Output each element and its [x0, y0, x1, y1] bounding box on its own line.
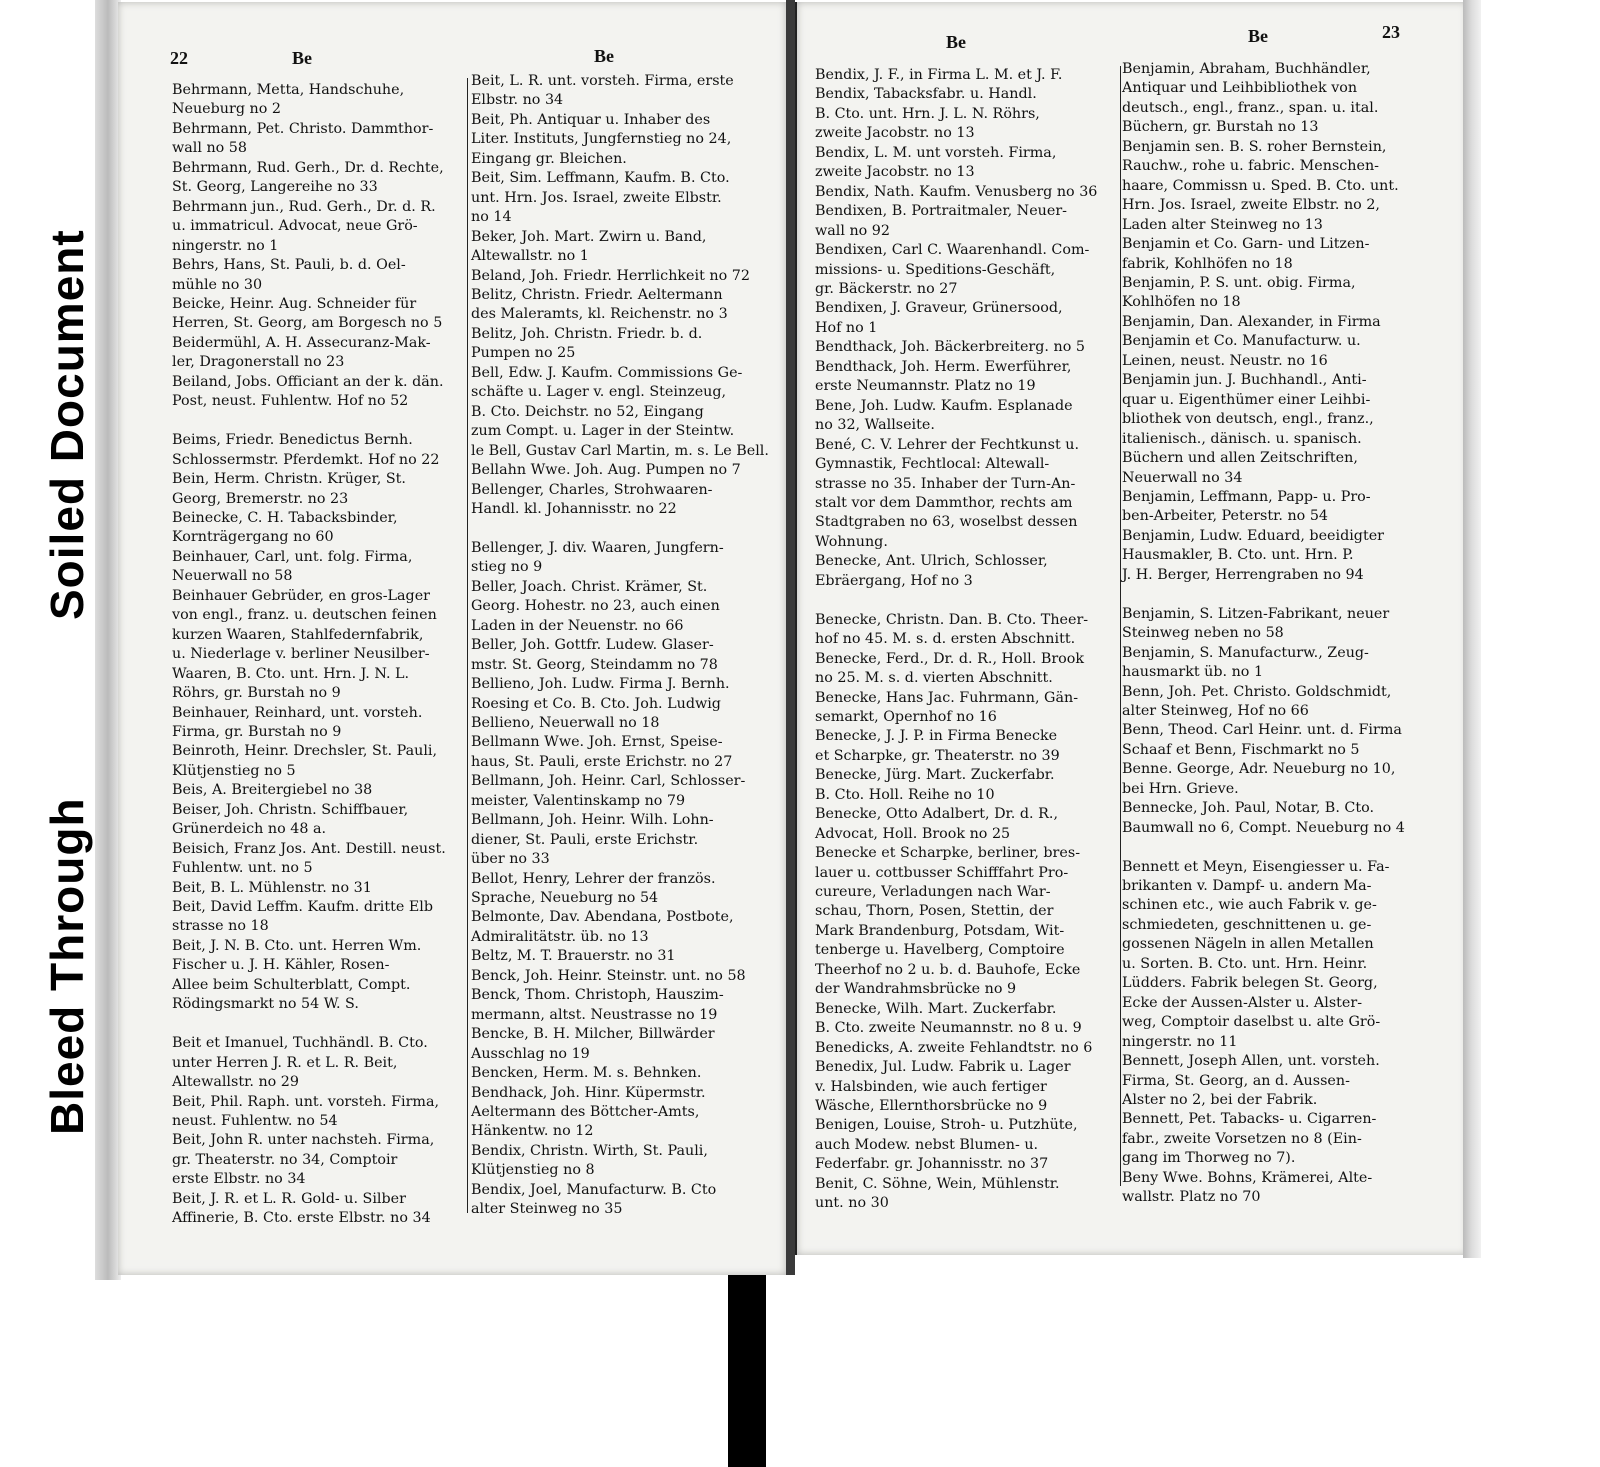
directory-line: alter Steinweg, Hof no 66 [1122, 702, 1309, 719]
directory-line: Bendixen, Carl C. Waarenhandl. Com- [815, 242, 1090, 259]
directory-line: Benjamin, Dan. Alexander, in Firma [1122, 313, 1381, 330]
directory-line: Benjamin et Co. Garn- und Litzen- [1122, 236, 1370, 253]
directory-line: Bendix, Joel, Manufacturw. B. Cto [471, 1181, 717, 1198]
directory-line: Benjamin, Ludw. Eduard, beeidigter [1122, 527, 1384, 544]
directory-line: Neuerwall no 34 [1122, 469, 1243, 486]
directory-line: Admiralitätstr. üb. no 13 [471, 928, 649, 945]
directory-line: Hof no 1 [815, 319, 878, 336]
directory-line: Behrmann jun., Rud. Gerh., Dr. d. R. [172, 198, 436, 215]
directory-line: Benjamin et Co. Manufacturw. u. [1122, 333, 1361, 350]
directory-line: Liter. Instituts, Jungfernstieg no 24, [471, 131, 732, 148]
directory-line: Bellmann, Joh. Heinr. Wilh. Lohn- [471, 812, 714, 829]
directory-line: v. Halsbinden, wie auch fertiger [815, 1078, 1047, 1095]
directory-line: Georg. Hohestr. no 23, auch einen [471, 598, 720, 615]
directory-line: italienisch., dänisch. u. spanisch. [1122, 430, 1362, 447]
directory-line: missions- u. Speditions-Geschäft, [815, 261, 1056, 278]
directory-line: Lüdders. Fabrik belegen St. Georg, [1122, 975, 1378, 992]
directory-line: no 14 [471, 209, 512, 226]
directory-line: über no 33 [471, 851, 550, 868]
directory-line: stalt vor dem Dammthor, rechts am [815, 494, 1073, 511]
directory-line: Hausmakler, B. Cto. unt. Hrn. P. [1122, 547, 1354, 564]
directory-line: Beit, J. R. et L. R. Gold- u. Silber [172, 1190, 406, 1207]
directory-line: Hänkentw. no 12 [471, 1123, 594, 1140]
directory-line: Steinweg neben no 58 [1122, 625, 1284, 642]
directory-line: strasse no 18 [172, 918, 269, 935]
directory-line: Benjamin, S. Manufacturw., Zeug- [1122, 644, 1369, 661]
directory-line: schäfte u. Lager v. engl. Steinzeug, [471, 384, 727, 401]
directory-line: Bendix, L. M. unt vorsteh. Firma, [815, 144, 1057, 161]
directory-line: Bell, Edw. J. Kaufm. Commissions Ge- [471, 364, 743, 381]
directory-line: Antiquar und Leihbibliothek von [1122, 80, 1358, 97]
directory-line: wall no 58 [172, 140, 248, 157]
directory-line: Benjamin jun. J. Buchhandl., Anti- [1122, 372, 1367, 389]
directory-line: Herren, St. Georg, am Borgesch no 5 [172, 315, 443, 332]
directory-line: Benecke, Wilh. Mart. Zuckerfabr. [815, 1000, 1057, 1017]
directory-line: Bendthack, Joh. Herm. Ewerführer, [815, 358, 1072, 375]
directory-line: meister, Valentinskamp no 79 [471, 792, 686, 809]
directory-line: cureure, Verladungen nach War- [815, 884, 1051, 901]
directory-line: Benjamin, Abraham, Buchhändler, [1122, 61, 1371, 77]
directory-line [471, 519, 776, 538]
directory-line: quar u. Eigenthümer einer Leihbi- [1122, 391, 1371, 408]
directory-line: Neueburg no 2 [172, 101, 281, 118]
directory-line: diener, St. Pauli, erste Erichstr. [471, 831, 699, 848]
directory-line: Wäsche, Ellernthorsbrücke no 9 [815, 1098, 1048, 1115]
directory-line: Beit, J. N. B. Cto. unt. Herren Wm. [172, 937, 422, 954]
directory-line: Bendthack, Joh. Bäckerbreiterg. no 5 [815, 339, 1085, 356]
directory-line: Bene, Joh. Ludw. Kaufm. Esplanade [815, 397, 1073, 414]
directory-line: Benecke, Ferd., Dr. d. R., Holl. Brook [815, 650, 1085, 667]
directory-line: Beit, Phil. Raph. unt. vorsteh. Firma, [172, 1093, 440, 1110]
right-page-header-col1: Be [946, 32, 966, 52]
directory-line: neust. Fuhlentw. no 54 [172, 1113, 338, 1130]
directory-line: auch Modew. nebst Blumen- u. [815, 1136, 1039, 1153]
directory-line: Bencke, B. H. Milcher, Billwärder [471, 1026, 715, 1043]
directory-line [172, 1015, 472, 1034]
directory-line: Bendix, J. F., in Firma L. M. et J. F. [815, 67, 1063, 83]
directory-line: zum Compt. u. Lager in der Steintw. [471, 423, 735, 440]
directory-line: Büchern und allen Zeitschriften, [1122, 450, 1358, 467]
directory-line: Benecke, Hans Jac. Fuhrmann, Gän- [815, 689, 1079, 706]
directory-line: Bellieno, Joh. Ludw. Firma J. Bernh. [471, 676, 730, 693]
directory-line: Bellmann, Joh. Heinr. Carl, Schlosser- [471, 773, 746, 790]
directory-line: B. Cto. unt. Hrn. J. L. N. Röhrs, [815, 105, 1040, 122]
left-page-column-1 [172, 81, 472, 1229]
directory-line: Pumpen no 25 [471, 345, 576, 362]
directory-line: Büchern, gr. Burstah no 13 [1122, 119, 1319, 136]
directory-line: bei Hrn. Grieve. [1122, 780, 1239, 797]
directory-line: Beit, David Leffm. Kaufm. dritte Elb [172, 899, 434, 916]
directory-line: Beinecke, C. H. Tabacksbinder, [172, 509, 398, 526]
directory-line: tenberge u. Havelberg, Comptoire [815, 942, 1065, 959]
directory-line: St. Georg, Langereihe no 33 [172, 179, 378, 196]
left-page-header-col2: Be [594, 46, 614, 66]
right-page-column-rule [1120, 66, 1121, 1186]
directory-line: weg, Comptoir daselbst u. alte Grö- [1122, 1014, 1381, 1031]
directory-line: Laden in der Neuenstr. no 66 [471, 617, 684, 634]
directory-line: Beis, A. Breitergiebel no 38 [172, 782, 373, 799]
directory-line: Gymnastik, Fechtlocal: Altewall- [815, 456, 1050, 473]
directory-line: Benck, Joh. Heinr. Steinstr. unt. no 58 [471, 967, 746, 984]
directory-line: Affinerie, B. Cto. erste Elbstr. no 34 [172, 1210, 431, 1227]
directory-line: Altewallstr. no 1 [471, 248, 589, 265]
directory-line: le Bell, Gustav Carl Martin, m. s. Le Bell. [471, 442, 769, 459]
directory-line: B. Cto. zweite Neumannstr. no 8 u. 9 [815, 1020, 1082, 1037]
directory-line: erste Elbstr. no 34 [172, 1171, 306, 1188]
directory-line: Theerhof no 2 u. b. d. Bauhofe, Ecke [815, 961, 1081, 978]
directory-line: mstr. St. Georg, Steindamm no 78 [471, 656, 718, 673]
directory-line: Bendixen, B. Portraitmaler, Neuer- [815, 203, 1067, 220]
directory-line: Beltz, M. T. Brauerstr. no 31 [471, 948, 676, 965]
directory-line: J. H. Berger, Herrengraben no 94 [1122, 566, 1364, 583]
directory-line: Beinhauer, Reinhard, unt. vorsteh. [172, 704, 423, 721]
directory-line: Firma, gr. Burstah no 9 [172, 723, 342, 740]
directory-line: ningerstr. no 1 [172, 237, 279, 254]
directory-line: haus, St. Pauli, erste Erichstr. no 27 [471, 753, 733, 770]
directory-line: schmiedeten, geschnittenen u. ge- [1122, 916, 1372, 933]
directory-line: alter Steinweg no 35 [471, 1201, 623, 1218]
directory-line: Beller, Joach. Christ. Krämer, St. [471, 578, 708, 595]
directory-line: bliothek von deutsch, engl., franz., [1122, 411, 1374, 428]
directory-line: Waaren, B. Cto. unt. Hrn. J. N. L. [172, 665, 410, 682]
directory-line: zweite Jacobstr. no 13 [815, 164, 975, 181]
left-page-number: 22 [170, 48, 188, 68]
directory-line: Bellot, Henry, Lehrer der französ. [471, 870, 716, 887]
directory-line: Beims, Friedr. Benedictus Bernh. [172, 432, 413, 449]
right-binding-edge [1463, 0, 1481, 1258]
directory-line: Fischer u. J. H. Kähler, Rosen- [172, 957, 390, 974]
directory-line: Bené, C. V. Lehrer der Fechtkunst u. [815, 436, 1080, 453]
right-page-column-2 [1122, 60, 1457, 1208]
directory-line: Bellenger, J. div. Waaren, Jungfern- [471, 539, 724, 556]
directory-line: Rauchw., rohe u. fabric. Menschen- [1122, 158, 1379, 175]
directory-line: Rödingsmarkt no 54 W. S. [172, 996, 359, 1013]
directory-line: strasse no 35. Inhaber der Turn-An- [815, 475, 1076, 492]
directory-line: Beland, Joh. Friedr. Herrlichkeit no 72 [471, 267, 750, 284]
directory-line: Ebräergang, Hof no 3 [815, 572, 973, 589]
directory-line: Bendix, Christn. Wirth, St. Pauli, [471, 1142, 708, 1159]
directory-line: Schaaf et Benn, Fischmarkt no 5 [1122, 741, 1360, 758]
directory-line: ningerstr. no 11 [1122, 1033, 1238, 1050]
directory-line: Röhrs, gr. Burstah no 9 [172, 685, 341, 702]
directory-line: Behrmann, Rud. Gerh., Dr. d. Rechte, [172, 159, 444, 176]
directory-line [172, 412, 472, 431]
directory-line: Bennecke, Joh. Paul, Notar, B. Cto. [1122, 800, 1374, 817]
directory-line: unter Herren J. R. et L. R. Beit, [172, 1054, 398, 1071]
directory-line: Bein, Herm. Christn. Krüger, St. [172, 471, 406, 488]
directory-line: Bennett, Pet. Tabacks- u. Cigarren- [1122, 1111, 1377, 1128]
directory-line: Benecke, Christn. Dan. B. Cto. Theer- [815, 611, 1089, 628]
directory-line: Bendhack, Joh. Hinr. Küpermstr. [471, 1084, 706, 1101]
directory-line [1122, 838, 1457, 857]
directory-line: Benedicks, A. zweite Fehlandtstr. no 6 [815, 1039, 1093, 1056]
directory-line: schau, Thorn, Posen, Stettin, der [815, 903, 1054, 920]
directory-line: mermann, altst. Neustrasse no 19 [471, 1006, 718, 1023]
soiled-document-stamp: Soiled Document [41, 229, 93, 620]
directory-line: Hrn. Jos. Israel, zweite Elbstr. no 2, [1122, 197, 1380, 214]
directory-line: der Wandrahmsbrücke no 9 [815, 981, 1017, 998]
directory-line: Bennett et Meyn, Eisengiesser u. Fa- [1122, 858, 1390, 875]
directory-line: Benecke, J. J. P. in Firma Benecke [815, 728, 1058, 745]
directory-line: Allee beim Schulterblatt, Compt. [172, 976, 411, 993]
directory-line: Benjamin, P. S. unt. obig. Firma, [1122, 274, 1356, 291]
directory-line: ben-Arbeiter, Peterstr. no 54 [1122, 508, 1329, 525]
right-page-number: 23 [1382, 22, 1400, 42]
directory-line: Roesing et Co. B. Cto. Joh. Ludwig [471, 695, 721, 712]
directory-line: Schlossermstr. Pferdemkt. Hof no 22 [172, 451, 440, 468]
directory-line: ler, Dragonerstall no 23 [172, 354, 345, 371]
directory-line: Beny Wwe. Bohns, Krämerei, Alte- [1122, 1169, 1373, 1186]
left-page-header-col1: Be [292, 48, 312, 68]
directory-line: Bennett, Joseph Allen, unt. vorsteh. [1122, 1053, 1380, 1070]
directory-line: Beller, Joh. Gottfr. Ludew. Glaser- [471, 637, 714, 654]
directory-line: B. Cto. Deichstr. no 52, Eingang [471, 403, 704, 420]
directory-line: Belitz, Joh. Christn. Friedr. b. d. [471, 325, 703, 342]
directory-line: gossenen Nägeln in allen Metallen [1122, 936, 1374, 953]
directory-line: hausmarkt üb. no 1 [1122, 664, 1264, 681]
directory-line: Benit, C. Söhne, Wein, Mühlenstr. [815, 1175, 1060, 1192]
directory-line: Benjamin, S. Litzen-Fabrikant, neuer [1122, 605, 1390, 622]
directory-line: Belmonte, Dav. Abendana, Postbote, [471, 909, 734, 926]
directory-line: Behrmann, Metta, Handschuhe, [172, 82, 405, 98]
directory-line: Behrmann, Pet. Christo. Dammthor- [172, 120, 434, 137]
black-scan-tab [728, 1275, 766, 1467]
directory-line: gr. Theaterstr. no 34, Comptoir [172, 1151, 398, 1168]
directory-line: Benedix, Jul. Ludw. Fabrik u. Lager [815, 1059, 1071, 1076]
directory-line: erste Neumannstr. Platz no 19 [815, 378, 1036, 395]
directory-line: Kornträgergang no 60 [172, 529, 334, 546]
directory-line: Baumwall no 6, Compt. Neueburg no 4 [1122, 819, 1405, 836]
directory-line: Beit, John R. unter nachsteh. Firma, [172, 1132, 435, 1149]
directory-line: Aeltermann des Böttcher-Amts, [471, 1104, 700, 1121]
directory-line: Beit, L. R. unt. vorsteh. Firma, erste [471, 73, 734, 89]
directory-line: u. Niederlage v. berliner Neusilber- [172, 646, 430, 663]
bleed-through-stamp: Bleed Through [41, 797, 93, 1135]
directory-line: semarkt, Opernhof no 16 [815, 708, 997, 725]
directory-line: Post, neust. Fuhlentw. Hof no 52 [172, 393, 409, 410]
directory-line: Bellenger, Charles, Strohwaaren- [471, 481, 713, 498]
directory-line: Advocat, Holl. Brook no 25 [815, 825, 1011, 842]
directory-line: Beit, Ph. Antiquar u. Inhaber des [471, 111, 711, 128]
directory-line: Beiser, Joh. Christn. Schiffbauer, [172, 801, 409, 818]
directory-line: Bellieno, Neuerwall no 18 [471, 714, 660, 731]
directory-line: zweite Jacobstr. no 13 [815, 125, 975, 142]
directory-line: Bendixen, J. Graveur, Grünersood, [815, 300, 1063, 317]
directory-line [815, 591, 1120, 610]
directory-line: Bendix, Nath. Kaufm. Venusberg no 36 [815, 183, 1098, 200]
directory-line: mühle no 30 [172, 276, 263, 293]
directory-line: Firma, St. Georg, an d. Aussen- [1122, 1072, 1350, 1089]
directory-line: Benne. George, Adr. Neueburg no 10, [1122, 761, 1396, 778]
directory-line: Beit et Imanuel, Tuchhändl. B. Cto. [172, 1035, 428, 1052]
directory-line: Alster no 2, bei der Fabrik. [1122, 1092, 1318, 1109]
directory-line: Neuerwall no 58 [172, 568, 293, 585]
directory-line: Beicke, Heinr. Aug. Schneider für [172, 295, 417, 312]
directory-line: Benecke et Scharpke, berliner, bres- [815, 845, 1081, 862]
directory-line: hof no 45. M. s. d. ersten Abschnitt. [815, 631, 1076, 648]
directory-line: Bencken, Herm. M. s. Behnken. [471, 1065, 702, 1082]
directory-line: unt. Hrn. Jos. Israel, zweite Elbstr. [471, 189, 722, 206]
directory-line: Beinhauer Gebrüder, en gros-Lager [172, 587, 431, 604]
directory-line: lauer u. cottbusser Schifffahrt Pro- [815, 864, 1069, 881]
directory-line: gang im Thorweg no 7). [1122, 1150, 1296, 1167]
directory-line: Elbstr. no 34 [471, 92, 564, 109]
directory-line: Kohlhöfen no 18 [1122, 294, 1241, 311]
directory-line: stieg no 9 [471, 559, 543, 576]
directory-line: Ausschlag no 19 [471, 1045, 590, 1062]
directory-line: Benjamin, Leffmann, Papp- u. Pro- [1122, 488, 1371, 505]
directory-line: B. Cto. Holl. Reihe no 10 [815, 786, 995, 803]
directory-line: fabrik, Kohlhöfen no 18 [1122, 255, 1293, 272]
directory-line: wall no 92 [815, 222, 891, 239]
directory-line: Stadtgraben no 63, woselbst dessen [815, 514, 1078, 531]
right-page-column-1 [815, 66, 1120, 1214]
directory-line: Beit, Sim. Leffmann, Kaufm. B. Cto. [471, 170, 730, 187]
directory-line: Klütjenstieg no 8 [471, 1162, 595, 1179]
directory-line: Beker, Joh. Mart. Zwirn u. Band, [471, 228, 707, 245]
directory-line: Beidermühl, A. H. Assecuranz-Mak- [172, 334, 431, 351]
directory-line: Ecke der Aussen-Alster u. Alster- [1122, 994, 1363, 1011]
directory-line: Eingang gr. Bleichen. [471, 150, 627, 167]
directory-line: von engl., franz. u. deutschen feinen [172, 607, 437, 624]
directory-line: fabr., zweite Vorsetzen no 8 (Ein- [1122, 1130, 1362, 1147]
directory-line: schinen etc., wie auch Fabrik v. ge- [1122, 897, 1377, 914]
directory-line: Beit, B. L. Mühlenstr. no 31 [172, 879, 372, 896]
directory-line: Beisich, Franz Jos. Ant. Destill. neust. [172, 840, 446, 857]
directory-line: Fuhlentw. unt. no 5 [172, 860, 313, 877]
directory-line: unt. no 30 [815, 1195, 889, 1212]
directory-line: Benn, Theod. Carl Heinr. unt. d. Firma [1122, 722, 1402, 739]
directory-line: Laden alter Steinweg no 13 [1122, 216, 1323, 233]
directory-line: Bellahn Wwe. Joh. Aug. Pumpen no 7 [471, 462, 741, 479]
directory-line: et Scharpke, gr. Theaterstr. no 39 [815, 747, 1060, 764]
directory-line: Altewallstr. no 29 [172, 1074, 299, 1091]
directory-line: Beinroth, Heinr. Drechsler, St. Pauli, [172, 743, 438, 760]
right-page-header-col2: Be [1248, 26, 1268, 46]
directory-line: kurzen Waaren, Stahlfedernfabrik, [172, 626, 424, 643]
directory-line [1122, 585, 1457, 604]
directory-line: Grünerdeich no 48 a. [172, 821, 327, 838]
directory-line: Benecke, Ant. Ulrich, Schlosser, [815, 553, 1048, 570]
directory-line: Mark Brandenburg, Potsdam, Wit- [815, 922, 1065, 939]
directory-line: no 25. M. s. d. vierten Abschnitt. [815, 670, 1053, 687]
directory-line: gr. Bäckerstr. no 27 [815, 280, 958, 297]
directory-line: Belitz, Christn. Friedr. Aeltermann [471, 286, 723, 303]
directory-line: des Maleramts, kl. Reichenstr. no 3 [471, 306, 728, 323]
directory-line: Behrs, Hans, St. Pauli, b. d. Oel- [172, 257, 406, 274]
directory-line: Handl. kl. Johannisstr. no 22 [471, 500, 677, 517]
directory-line: u. immatricul. Advocat, neue Grö- [172, 218, 418, 235]
directory-line: Bellmann Wwe. Joh. Ernst, Speise- [471, 734, 723, 751]
directory-line: Benigen, Louise, Stroh- u. Putzhüte, [815, 1117, 1078, 1134]
directory-line: Benecke, Otto Adalbert, Dr. d. R., [815, 806, 1058, 823]
directory-line: Benck, Thom. Christoph, Hauszim- [471, 987, 724, 1004]
directory-line: wallstr. Platz no 70 [1122, 1189, 1261, 1206]
left-page-column-2 [471, 72, 776, 1220]
directory-line: haare, Commissn u. Sped. B. Cto. unt. [1122, 177, 1399, 194]
directory-line: u. Sorten. B. Cto. unt. Hrn. Heinr. [1122, 955, 1368, 972]
directory-line: deutsch., engl., franz., span. u. ital. [1122, 99, 1379, 116]
directory-line: Benecke, Jürg. Mart. Zuckerfabr. [815, 767, 1055, 784]
directory-line: Beinhauer, Carl, unt. folg. Firma, [172, 548, 413, 565]
directory-line: Wohnung. [815, 533, 888, 550]
directory-line: no 32, Wallseite. [815, 417, 935, 434]
directory-line: Federfabr. gr. Johannisstr. no 37 [815, 1156, 1049, 1173]
directory-line: Benjamin sen. B. S. roher Bernstein, [1122, 138, 1387, 155]
directory-line: Klütjenstieg no 5 [172, 762, 296, 779]
directory-line: Bendix, Tabacksfabr. u. Handl. [815, 86, 1037, 103]
directory-line: Benn, Joh. Pet. Christo. Goldschmidt, [1122, 683, 1392, 700]
directory-line: Leinen, neust. Neustr. no 16 [1122, 352, 1328, 369]
directory-line: brikanten v. Dampf- u. andern Ma- [1122, 878, 1372, 895]
book-gutter [786, 0, 795, 1275]
directory-line: Sprache, Neueburg no 54 [471, 890, 659, 907]
directory-line: Beiland, Jobs. Officiant an der k. dän. [172, 373, 444, 390]
directory-line: Georg, Bremerstr. no 23 [172, 490, 349, 507]
